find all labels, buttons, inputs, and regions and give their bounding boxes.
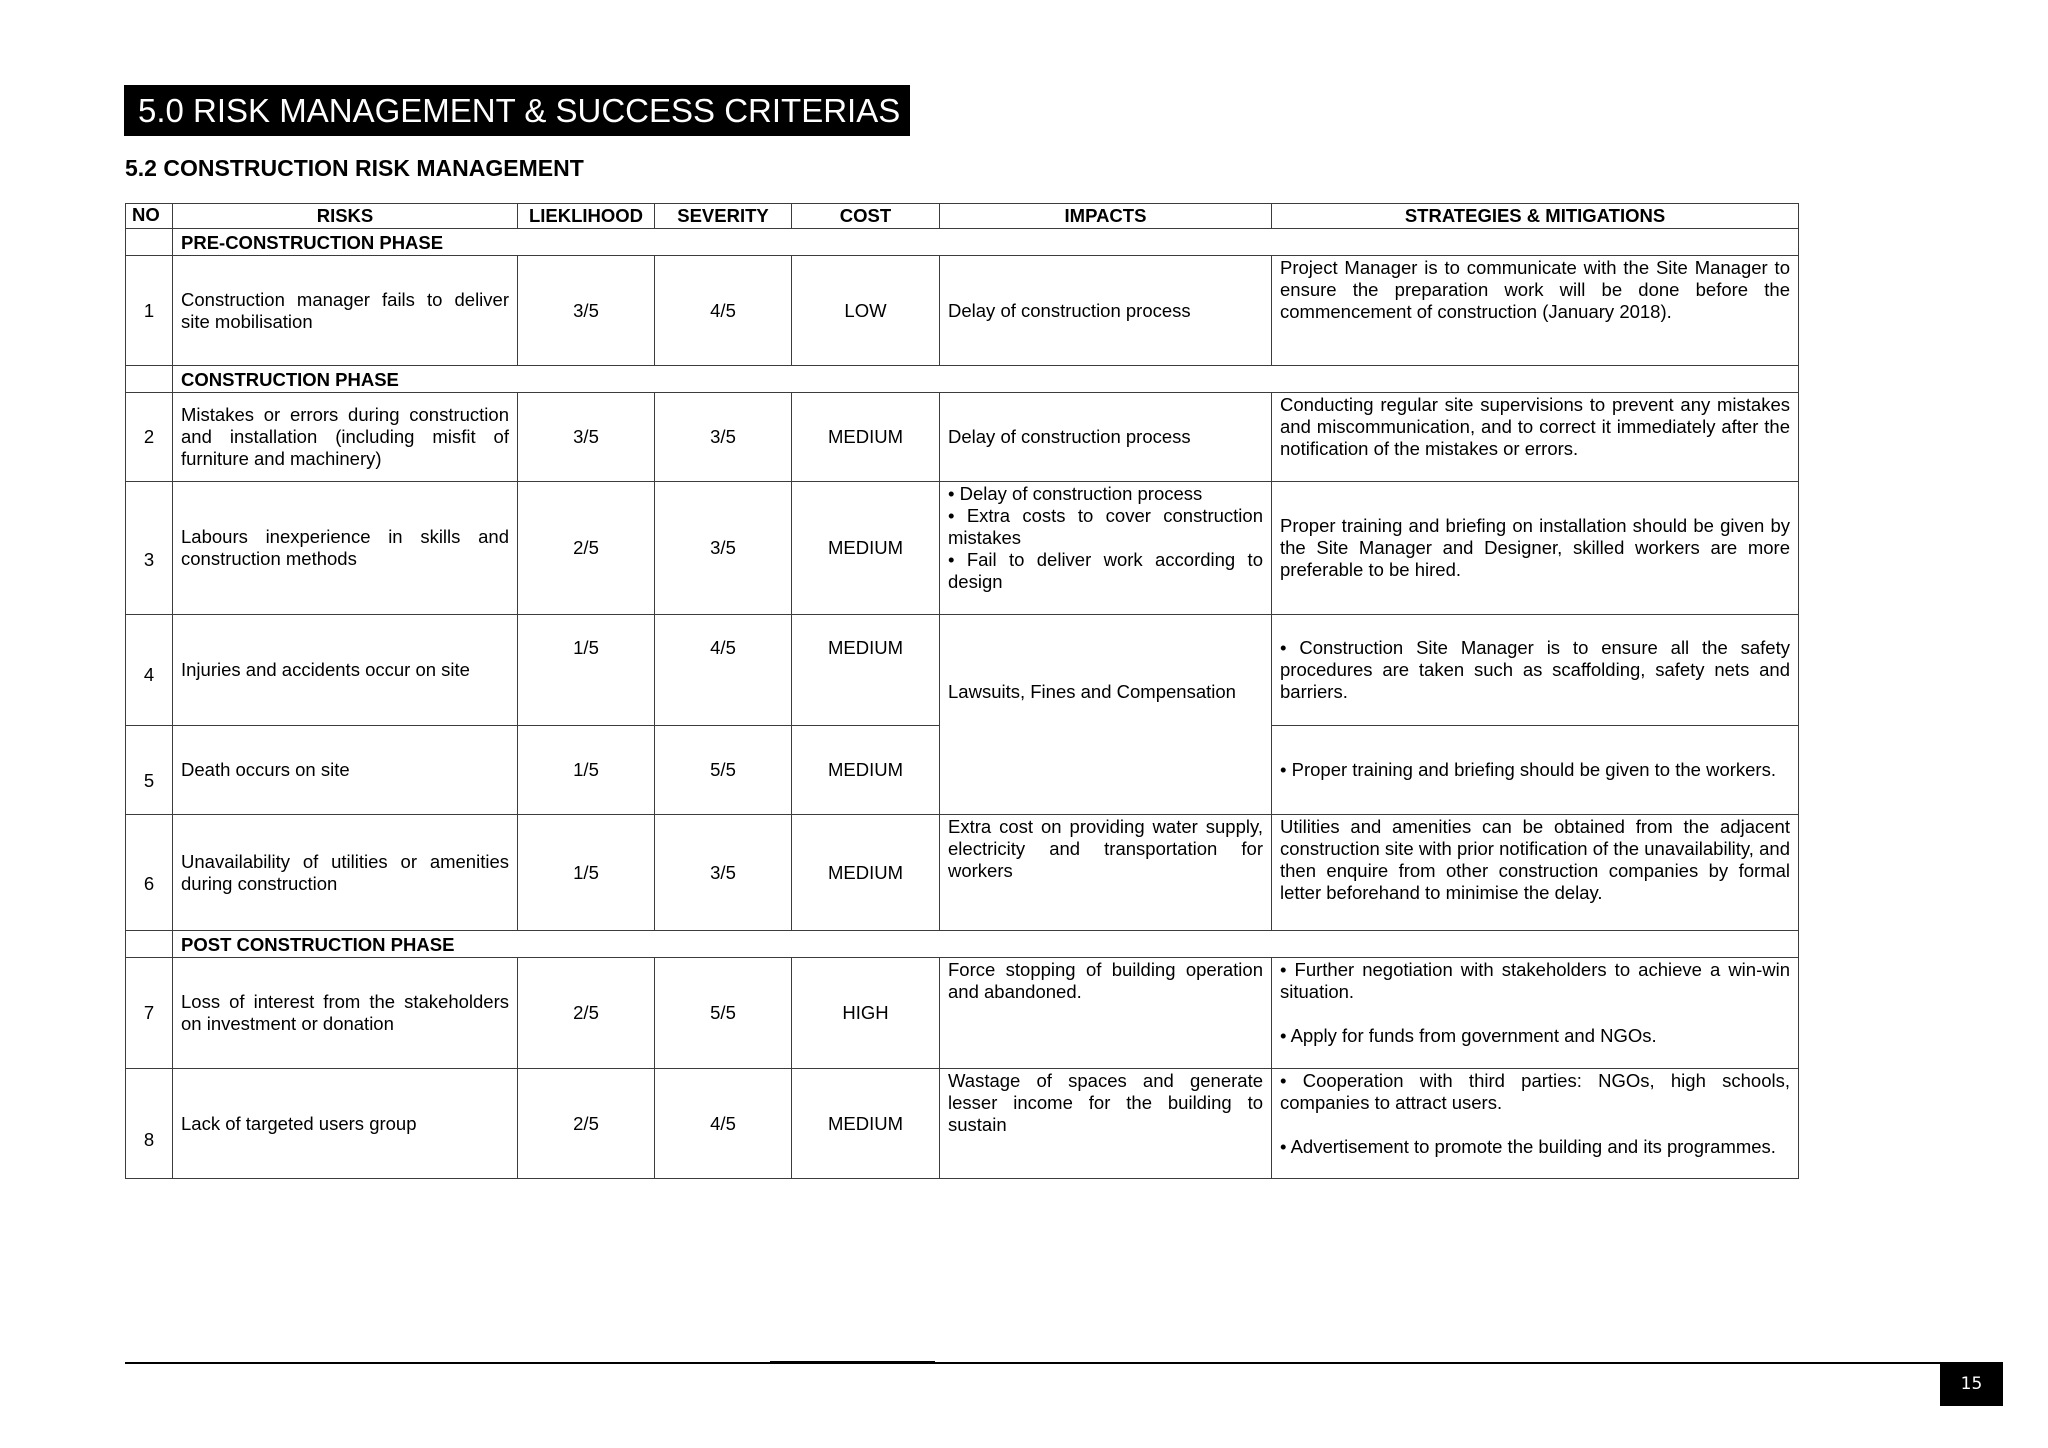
impact-cell: Lawsuits, Fines and Compensation: [940, 615, 1272, 815]
risk-cell: Lack of targeted users group: [173, 1069, 518, 1179]
likelihood-cell: 2/5: [518, 958, 655, 1069]
table-row: [126, 615, 1799, 726]
strategy-bullet: • Further negotiation with stakeholders to achieve a win-win situation.: [1280, 959, 1790, 1002]
strategy-bullet: • Apply for funds from government and NGOs.: [1280, 1025, 1657, 1046]
cost-cell: LOW: [792, 256, 940, 366]
section-banner: 5.0 RISK MANAGEMENT & SUCCESS CRITERIAS: [124, 85, 910, 136]
impact-bullet: • Extra costs to cover construction mistakes: [948, 505, 1263, 548]
strategy-cell: Project Manager is to communicate with the Site Manager to ensure the preparation work will be done before the commencement of construction (January 2018).: [1272, 256, 1799, 366]
strategy-cell: • Proper training and briefing should be given to the workers.: [1272, 726, 1799, 815]
row-number: 3: [126, 482, 173, 615]
subsection-title: 5.2 CONSTRUCTION RISK MANAGEMENT: [125, 155, 584, 181]
strategy-bullet: • Advertisement to promote the building and its programmes.: [1280, 1136, 1776, 1157]
header-severity: SEVERITY: [655, 204, 792, 229]
cost-cell: MEDIUM: [792, 1069, 940, 1179]
footer-rule-accent: [770, 1361, 935, 1364]
impact-bullet: • Fail to deliver work according to design: [948, 549, 1263, 592]
risk-cell: Injuries and accidents occur on site: [173, 615, 518, 726]
phase-label: POST CONSTRUCTION PHASE: [173, 931, 1799, 958]
phase-row-pre-construction: [126, 229, 1799, 256]
severity-cell: 5/5: [655, 958, 792, 1069]
cost-cell: MEDIUM: [792, 393, 940, 482]
severity-cell: 3/5: [655, 482, 792, 615]
row-number: 6: [126, 815, 173, 931]
severity-cell: 3/5: [655, 815, 792, 931]
row-number: 8: [126, 1069, 173, 1179]
row-number: 5: [126, 726, 173, 815]
cost-cell: MEDIUM: [792, 815, 940, 931]
impact-bullet: • Delay of construction process: [948, 483, 1203, 504]
table-row: [126, 256, 1799, 366]
row-number: 1: [126, 256, 173, 366]
strategy-cell: Utilities and amenities can be obtained from the adjacent construction site with prior notification of the unavailability, and then enquire from other construction companies by formal letter beforehand to minimise the delay.: [1272, 815, 1799, 931]
strategy-cell: Conducting regular site supervisions to prevent any mistakes and miscommunication, and to correct it immediately after the notification of the mistakes or errors.: [1272, 393, 1799, 482]
impact-cell: Wastage of spaces and generate lesser income for the building to sustain: [940, 1069, 1272, 1179]
risk-cell: Mistakes or errors during construction and installation (including misfit of furniture and machinery): [173, 393, 518, 482]
impact-cell: Force stopping of building operation and abandoned.: [940, 958, 1272, 1069]
impact-cell: [940, 482, 1272, 615]
phase-row-post-construction: [126, 931, 1799, 958]
row-number: 2: [126, 393, 173, 482]
severity-cell: 4/5: [655, 256, 792, 366]
likelihood-cell: 3/5: [518, 393, 655, 482]
header-no: NO: [126, 204, 173, 229]
severity-cell: 4/5: [655, 1069, 792, 1179]
header-cost: COST: [792, 204, 940, 229]
table-row: [126, 958, 1799, 1069]
impact-cell: Delay of construction process: [940, 256, 1272, 366]
likelihood-cell: 1/5: [518, 615, 655, 726]
table-row: [126, 482, 1799, 615]
table-header-row: [126, 204, 1799, 229]
likelihood-cell: 1/5: [518, 815, 655, 931]
impact-cell: Extra cost on providing water supply, electricity and transportation for workers: [940, 815, 1272, 931]
row-number: 7: [126, 958, 173, 1069]
impact-cell: Delay of construction process: [940, 393, 1272, 482]
header-impacts: IMPACTS: [940, 204, 1272, 229]
risk-cell: Unavailability of utilities or amenities during construction: [173, 815, 518, 931]
risk-cell: Loss of interest from the stakeholders on investment or donation: [173, 958, 518, 1069]
page-number: 15: [1940, 1362, 2003, 1406]
table-row: [126, 815, 1799, 931]
cost-cell: MEDIUM: [792, 615, 940, 726]
header-likelihood: LIEKLIHOOD: [518, 204, 655, 229]
table-row: [126, 1069, 1799, 1179]
severity-cell: 3/5: [655, 393, 792, 482]
header-strategies: STRATEGIES & MITIGATIONS: [1272, 204, 1799, 229]
severity-cell: 4/5: [655, 615, 792, 726]
footer-rule: [125, 1362, 1940, 1364]
phase-label: CONSTRUCTION PHASE: [173, 366, 1799, 393]
row-number: 4: [126, 615, 173, 726]
risk-cell: Death occurs on site: [173, 726, 518, 815]
phase-row-construction: [126, 366, 1799, 393]
risk-management-table: [125, 203, 1799, 1179]
strategy-cell: [1272, 958, 1799, 1069]
strategy-bullet: • Cooperation with third parties: NGOs, high schools, companies to attract users.: [1280, 1070, 1790, 1113]
risk-cell: Construction manager fails to deliver site mobilisation: [173, 256, 518, 366]
likelihood-cell: 1/5: [518, 726, 655, 815]
strategy-cell: Proper training and briefing on installation should be given by the Site Manager and Designer, skilled workers are more preferable to be hired.: [1272, 482, 1799, 615]
likelihood-cell: 2/5: [518, 1069, 655, 1179]
severity-cell: 5/5: [655, 726, 792, 815]
likelihood-cell: 3/5: [518, 256, 655, 366]
cost-cell: MEDIUM: [792, 482, 940, 615]
cost-cell: HIGH: [792, 958, 940, 1069]
header-risks: RISKS: [173, 204, 518, 229]
likelihood-cell: 2/5: [518, 482, 655, 615]
phase-label: PRE-CONSTRUCTION PHASE: [173, 229, 1799, 256]
strategy-cell: • Construction Site Manager is to ensure all the safety procedures are taken such as scaffolding, safety nets and barriers.: [1272, 615, 1799, 726]
cost-cell: MEDIUM: [792, 726, 940, 815]
risk-cell: Labours inexperience in skills and construction methods: [173, 482, 518, 615]
table-row: [126, 393, 1799, 482]
strategy-cell: [1272, 1069, 1799, 1179]
